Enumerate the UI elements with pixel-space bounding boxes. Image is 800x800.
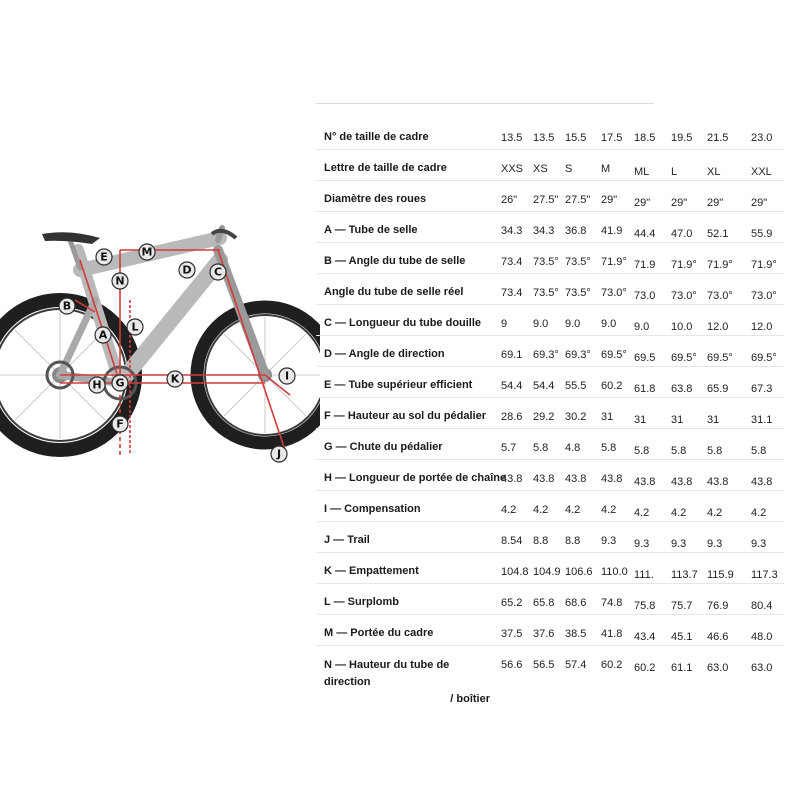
row-divider [316,428,784,429]
row-label [324,502,496,516]
table-cell: 23.0 [751,132,773,144]
row-label-text: G — Chute du pédalier [324,441,443,453]
table-cell: 4.2 [601,504,617,516]
table-cell: 69.5° [707,352,733,364]
table-cell: 73.0° [707,290,733,302]
row-label-text: E — Tube supérieur efficient [324,379,473,391]
row-label [324,285,496,299]
table-cell: 5.8 [751,445,767,457]
table-cell: 9.0 [533,318,549,330]
table-cell: 73.5° [533,287,559,299]
row-divider [316,335,784,336]
table-cell: XXL [751,166,772,178]
row-label-text: Diamètre des roues [324,193,427,205]
table-cell: 31.1 [751,414,773,426]
table-cell: 56.5 [533,659,555,671]
table-top-rule [316,103,654,104]
row-label-text: H — Longueur de portée de chaîne [324,472,507,484]
table-cell: 71.9° [707,259,733,271]
table-cell: 5.8 [671,445,687,457]
row-label [324,409,496,423]
table-cell: 9 [501,318,508,330]
table-cell: 69.3° [533,349,559,361]
table-cell: 13.5 [533,132,555,144]
table-cell: 43.8 [601,473,623,485]
row-divider [316,211,784,212]
row-label [324,347,496,361]
row-label-text: A — Tube de selle [324,224,418,236]
row-label-text: K — Empattement [324,565,419,577]
table-cell: 26" [501,194,518,206]
table-cell: 13.5 [501,132,523,144]
table-cell: 43.8 [533,473,555,485]
table-cell: 5.8 [601,442,617,454]
table-cell: 43.8 [751,476,773,488]
table-cell: 104.9 [533,566,561,578]
table-cell: 54.4 [501,380,523,392]
table-cell: 5.8 [707,445,723,457]
table-cell: 63.0 [751,662,773,674]
table-cell: 5.8 [634,445,650,457]
svg-text:D: D [182,263,192,277]
table-cell: 19.5 [671,132,693,144]
table-cell: 8.8 [533,535,549,547]
table-cell: 31 [601,411,614,423]
table-cell: 43.8 [707,476,729,488]
row-divider [316,490,784,491]
table-cell: 4.2 [751,507,767,519]
row-label-text: N — Hauteur du tube de direction [324,659,450,688]
row-divider [316,242,784,243]
table-cell: 4.2 [501,504,517,516]
table-cell: 12.0 [707,321,729,333]
row-label [324,316,496,330]
table-cell: XXS [501,163,524,175]
table-cell: 46.6 [707,631,729,643]
row-divider [316,552,784,553]
svg-text:E: E [100,250,108,264]
table-cell: 38.5 [565,628,587,640]
table-cell: 115.9 [707,569,734,581]
row-divider [316,273,784,274]
table-cell: 18.5 [634,132,656,144]
table-cell: 5.7 [501,442,517,454]
row-label [324,223,496,237]
table-cell: 44.4 [634,228,656,240]
table-cell: 15.5 [565,132,587,144]
table-cell: 75.8 [634,600,656,612]
row-label [324,657,490,708]
row-label [324,161,496,175]
row-label-continuation: / boîtier [450,693,490,705]
table-cell: 4.2 [707,507,723,519]
table-cell: 12.0 [751,321,773,333]
table-cell: 4.2 [671,507,687,519]
table-cell: 73.0° [751,290,777,302]
table-cell: 55.9 [751,228,773,240]
table-cell: 73.5° [533,256,559,268]
row-label-text: D — Angle de direction [324,348,445,360]
table-cell: 17.5 [601,132,623,144]
table-cell: 43.8 [565,473,587,485]
svg-text:A: A [98,328,108,342]
table-cell: 65.9 [707,383,729,395]
table-cell: 73.0° [601,287,627,299]
table-cell: 76.9 [707,600,729,612]
row-label [324,254,496,268]
table-cell: 8.54 [501,535,523,547]
table-cell: 71.9° [671,259,697,271]
table-cell: 56.6 [501,659,523,671]
table-cell: 9.3 [601,535,617,547]
table-cell: 29" [751,197,768,209]
row-divider [316,614,784,615]
row-divider [316,304,784,305]
table-cell: 27.5" [565,194,591,206]
svg-text:J: J [276,447,282,461]
table-cell: 110.0 [601,566,628,578]
row-label-text: L — Surplomb [324,596,399,608]
table-cell: 9.3 [634,538,650,550]
table-cell: 80.4 [751,600,773,612]
table-cell: 43.8 [634,476,656,488]
svg-text:B: B [62,299,72,313]
table-cell: 31 [671,414,684,426]
table-cell: XL [707,166,721,178]
table-cell: 34.3 [501,225,523,237]
table-cell: 9.3 [707,538,723,550]
table-cell: 29" [707,197,724,209]
table-cell: 57.4 [565,659,587,671]
table-cell: 36.8 [565,225,587,237]
table-cell: 111. [634,569,654,581]
row-divider [316,180,784,181]
row-label-text: F — Hauteur au sol du pédalier [324,410,486,422]
table-cell: 31 [634,414,647,426]
table-cell: 75.7 [671,600,693,612]
row-divider [316,149,784,150]
row-label-text: J — Trail [324,534,370,546]
table-cell: 28.6 [501,411,523,423]
table-cell: 73.5° [565,287,591,299]
svg-text:L: L [131,320,139,334]
table-cell: 21.5 [707,132,729,144]
table-cell: 61.8 [634,383,656,395]
table-cell: 4.8 [565,442,581,454]
table-cell: 9.0 [634,321,650,333]
row-label [324,564,496,578]
row-label [324,378,496,392]
table-cell: 31 [707,414,720,426]
table-cell: 63.0 [707,662,729,674]
row-label-text: C — Longueur du tube douille [324,317,482,329]
svg-text:M: M [141,245,153,259]
row-label [324,533,496,547]
table-cell: 71.9° [751,259,777,271]
table-cell: 43.8 [671,476,693,488]
table-cell: 8.8 [565,535,581,547]
table-cell: 73.0 [634,290,656,302]
table-cell: 71.9° [601,256,627,268]
table-cell: 9.3 [751,538,767,550]
table-cell: 55.5 [565,380,587,392]
svg-text:I: I [284,369,290,383]
svg-text:N: N [115,274,125,288]
table-cell: 52.1 [707,228,729,240]
table-cell: 37.5 [501,628,523,640]
row-label-text: Angle du tube de selle réel [324,286,464,298]
table-cell: 106.6 [565,566,593,578]
table-cell: 37.6 [533,628,555,640]
table-cell: 30.2 [565,411,587,423]
table-cell: 67.3 [751,383,773,395]
table-cell: 73.5° [565,256,591,268]
row-divider [316,645,784,646]
table-cell: 69.5° [671,352,697,364]
table-cell: 5.8 [533,442,549,454]
table-cell: 43.4 [634,631,656,643]
row-label [324,626,496,640]
table-cell: 69.1 [501,349,523,361]
table-cell: L [671,166,678,178]
table-cell: XS [533,163,548,175]
table-cell: 34.3 [533,225,555,237]
table-cell: 69.5° [601,349,627,361]
row-label-text: N° de taille de cadre [324,131,429,143]
svg-text:C: C [213,265,223,279]
table-cell: 60.2 [634,662,656,674]
table-cell: 73.4 [501,256,523,268]
table-cell: 45.1 [671,631,693,643]
table-cell: 10.0 [671,321,693,333]
table-cell: 68.6 [565,597,587,609]
table-cell: M [601,163,611,175]
table-cell: 65.8 [533,597,555,609]
table-cell: 69.5° [751,352,777,364]
table-cell: 9.0 [601,318,617,330]
table-cell: 54.4 [533,380,555,392]
svg-text:H: H [92,378,102,392]
table-cell: 29" [634,197,651,209]
svg-text:F: F [116,417,124,431]
row-label-text: B — Angle du tube de selle [324,255,466,267]
row-label [324,595,496,609]
row-label-text: M — Portée du cadre [324,627,434,639]
row-label [324,471,507,485]
table-cell: 73.4 [501,287,523,299]
table-cell: 74.8 [601,597,623,609]
row-divider [316,583,784,584]
table-cell: 69.3° [565,349,591,361]
table-cell: 4.2 [565,504,581,516]
svg-text:K: K [170,372,180,386]
table-cell: 9.3 [671,538,687,550]
table-cell: 63.8 [671,383,693,395]
table-cell: 9.0 [565,318,581,330]
table-cell: 65.2 [501,597,523,609]
row-label [324,130,496,144]
row-divider [316,459,784,460]
table-cell: 71.9 [634,259,656,271]
table-cell: 4.2 [533,504,549,516]
table-cell: 29" [601,194,618,206]
row-divider [316,397,784,398]
svg-text:G: G [115,376,125,390]
table-cell: 117.3 [751,569,778,581]
row-divider [316,366,784,367]
table-cell: 29" [671,197,688,209]
table-cell: 47.0 [671,228,693,240]
table-cell: 60.2 [601,659,623,671]
table-cell: 4.2 [634,507,650,519]
row-label-text: I — Compensation [324,503,421,515]
table-cell: 73.0° [671,290,697,302]
row-divider [316,521,784,522]
table-cell: 60.2 [601,380,623,392]
table-cell: 113.7 [671,569,698,581]
table-cell: ML [634,166,650,178]
table-cell: 41.8 [601,628,623,640]
table-cell: 61.1 [671,662,693,674]
row-label [324,440,496,454]
table-cell: 48.0 [751,631,773,643]
table-cell: 41.9 [601,225,623,237]
table-cell: 43.8 [501,473,523,485]
table-cell: S [565,163,573,175]
row-label-text: Lettre de taille de cadre [324,162,447,174]
table-cell: 27.5" [533,194,559,206]
table-cell: 69.5 [634,352,656,364]
table-cell: 104.8 [501,566,529,578]
table-cell: 29.2 [533,411,555,423]
row-label [324,192,496,206]
